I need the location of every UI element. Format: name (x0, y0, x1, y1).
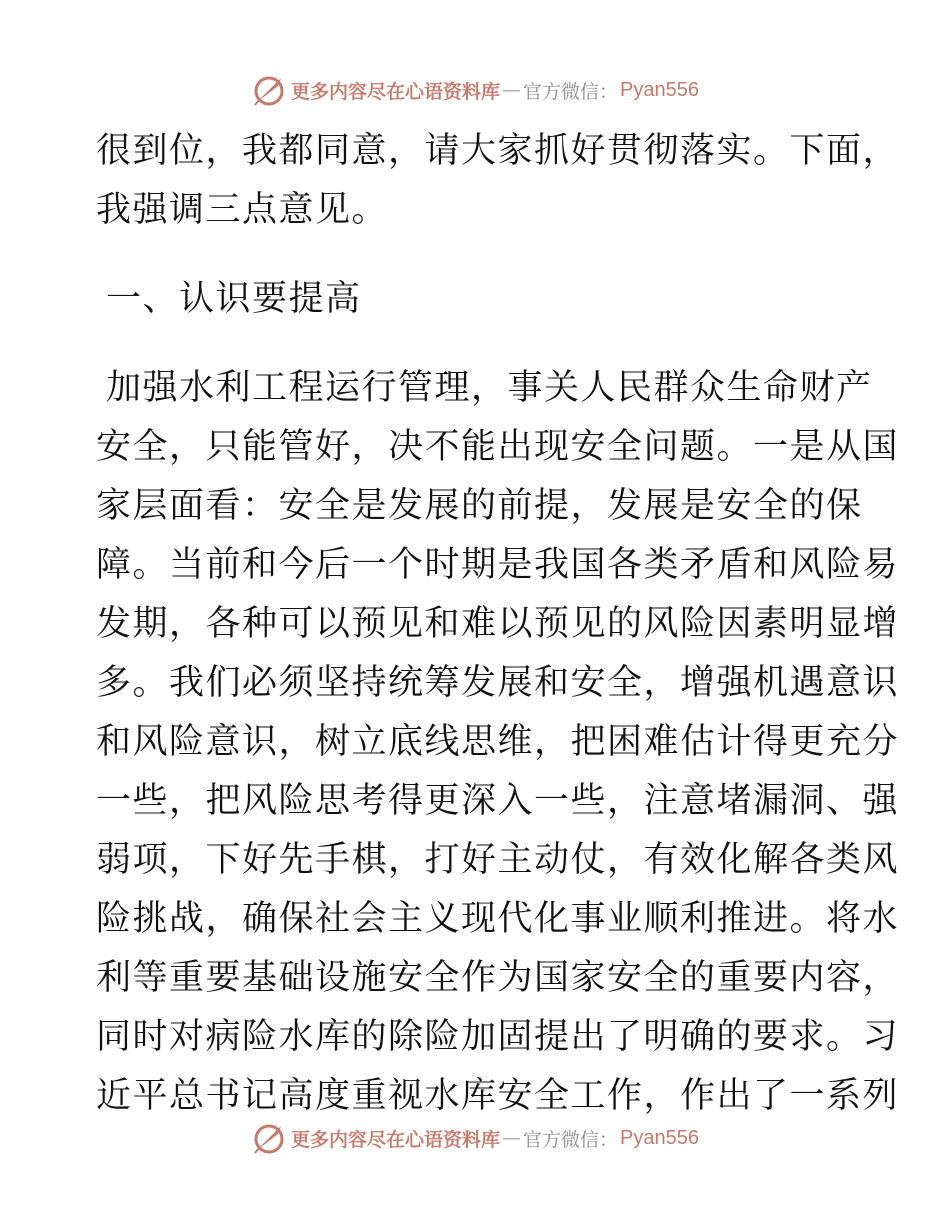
text-line: 利等重要基础设施安全作为国家安全的重要内容， (96, 958, 900, 998)
text-line: 家层面看：安全是发展的前提，发展是安全的保 (96, 486, 863, 526)
watermark-wechat-id: Pyan556 (620, 78, 699, 101)
header-watermark (0, 70, 950, 110)
text-line: 近平总书记高度重视水库安全工作，作出了一系列 (96, 1076, 900, 1116)
text-line: 和风险意识，树立底线思维，把困难估计得更充分 (96, 722, 900, 762)
watermark-promo-text: 更多内容尽在心语资料库 (291, 80, 501, 103)
text-line: 险挑战，确保社会主义现代化事业顺利推进。将水 (96, 899, 900, 939)
text-line: 加强水利工程运行管理，事关人民群众生命财产 (106, 368, 873, 408)
text-line: 发期，各种可以预见和难以预见的风险因素明显增 (96, 604, 900, 644)
text-line: 弱项，下好先手棋，打好主动仗，有效化解各类风 (96, 840, 900, 880)
text-line: 一些，把风险思考得更深入一些，注意堵漏洞、强 (96, 781, 900, 821)
quill-logo-icon (251, 72, 287, 108)
text-line: 多。我们必须坚持统筹发展和安全，增强机遇意识 (96, 663, 900, 703)
text-line: 我强调三点意见。 (96, 190, 389, 230)
text-line: 安全，只能管好，决不能出现安全问题。一是从国 (96, 427, 900, 467)
watermark-official-label: 官方微信： (523, 80, 619, 103)
text-line: 同时对病险水库的除险加固提出了明确的要求。习 (96, 1017, 900, 1057)
document-body (96, 122, 900, 1126)
text-line: 很到位，我都同意，请大家抓好贯彻落实。下面， (96, 131, 900, 171)
footer-watermark (0, 1118, 950, 1158)
quill-logo-icon (251, 1120, 287, 1156)
text-line: 障。当前和今后一个时期是我国各类矛盾和风险易 (96, 545, 900, 585)
paragraph-section1 (96, 359, 900, 1126)
section-heading: 一、认识要提高 (106, 279, 362, 319)
watermark-wechat-id: Pyan556 (620, 1126, 699, 1149)
paragraph-intro (96, 122, 900, 240)
watermark-official-label: 官方微信： (523, 1128, 619, 1151)
watermark-promo-text: 更多内容尽在心语资料库 (291, 1128, 501, 1151)
watermark-dash: — (502, 1127, 522, 1149)
watermark-dash: — (502, 79, 522, 101)
